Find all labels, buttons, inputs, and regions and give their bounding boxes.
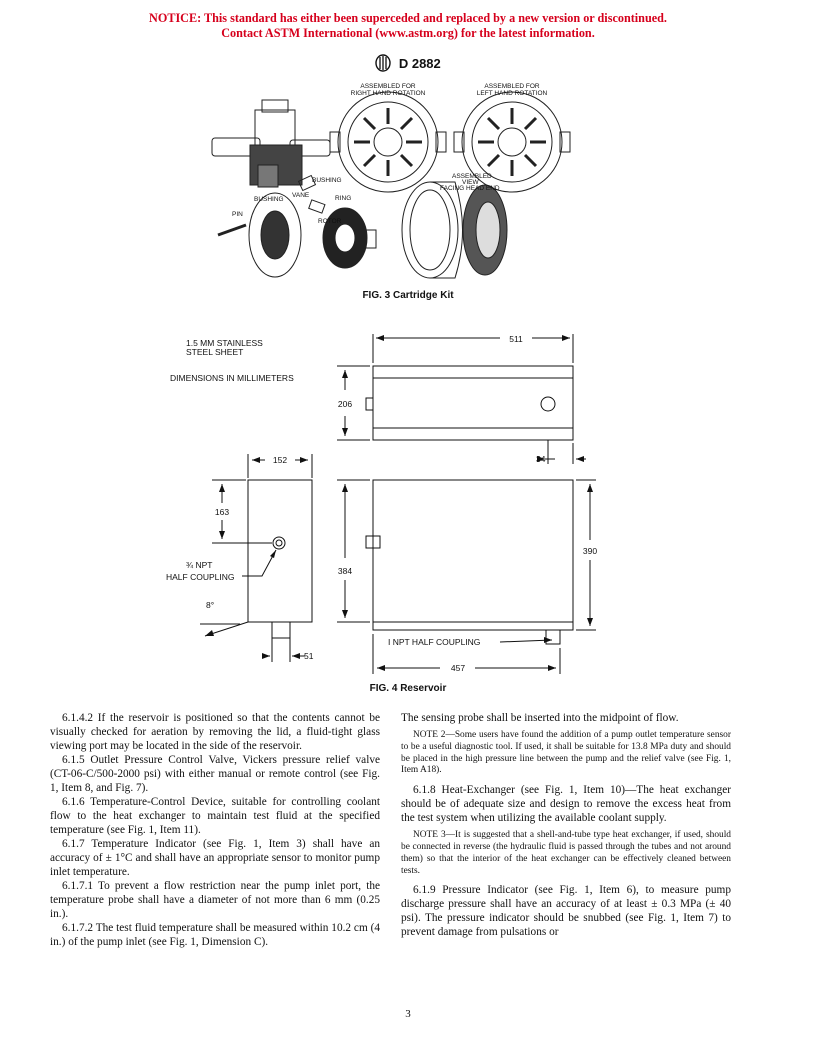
dim-34: 34 bbox=[536, 454, 546, 464]
dim-152: 152 bbox=[272, 455, 288, 465]
astm-logo-icon bbox=[375, 54, 391, 75]
dim-390: 390 bbox=[582, 546, 598, 556]
dim-384: 384 bbox=[337, 566, 353, 576]
para-6-1-4-2: 6.1.4.2 If the reservoir is positioned so that the contents cannot be visually checked for aeration by removing the lid, a fluid-tight glass viewing port may be located in the side of the reservoir. bbox=[50, 712, 380, 752]
para-6-1-5: 6.1.5 Outlet Pressure Control Valve, Vickers pressure relief valve (CT-06-C/500-2000 psi) with either manual or remote control (see Fig. 1, Item 8, and Fig. 7). bbox=[50, 754, 380, 794]
label-left-rotation-1: ASSEMBLED FOR bbox=[484, 83, 540, 90]
label-right-rotation-1: ASSEMBLED FOR bbox=[360, 83, 416, 90]
notice-banner bbox=[0, 11, 816, 41]
para-continuation: The sensing probe shall be inserted into the midpoint of flow. bbox=[401, 712, 679, 724]
label-assembled-view-3: FACING HEAD END bbox=[440, 185, 500, 192]
notice-line-2: Contact ASTM International (www.astm.org) for the latest information. bbox=[221, 26, 595, 40]
left-column bbox=[50, 711, 380, 949]
label-assembled-view-1: ASSEMBLED bbox=[452, 173, 492, 180]
label-npt34-2: HALF COUPLING bbox=[166, 572, 235, 582]
label-ring: RING bbox=[335, 195, 352, 202]
label-units: DIMENSIONS IN MILLIMETERS bbox=[170, 373, 294, 383]
dim-8-deg: 8° bbox=[206, 600, 215, 610]
para-6-1-6: 6.1.6 Temperature-Control Device, suitable for controlling coolant flow to the heat exchanger to maintain test fluid at the specified temperature (see Fig. 1, Item 11). bbox=[50, 796, 380, 836]
notice-line-1: NOTICE: This standard has either been superceded and replaced by a new version or discontinued. bbox=[149, 11, 667, 25]
label-left-rotation-2: LEFT HAND ROTATION bbox=[476, 90, 548, 97]
dim-457: 457 bbox=[450, 663, 466, 673]
dim-163: 163 bbox=[214, 507, 230, 517]
figure-3-caption: FIG. 3 Cartridge Kit bbox=[362, 290, 454, 301]
label-npt34-1: ¾ NPT bbox=[186, 560, 213, 570]
label-rotor: ROTOR bbox=[318, 218, 342, 225]
figure-4-reservoir bbox=[0, 318, 816, 678]
label-bushing-upper: BUSHING bbox=[312, 177, 342, 184]
para-6-1-8: 6.1.8 Heat-Exchanger (see Fig. 1, Item 10)—The heat exchanger should be of adequate size and design to remove the excess heat from the test system when utilizing the available coolant supply. bbox=[401, 784, 731, 825]
document-designation: D 2882 bbox=[398, 55, 441, 71]
para-6-1-9: 6.1.9 Pressure Indicator (see Fig. 1, Item 6), to measure pump discharge pressure shall have an accuracy of at least ± 0.3 MPa (± 40 psi). The pressure indicator should be snubbed (see Fig. 1, Item 7) to prevent damage from pulsations or bbox=[401, 884, 731, 939]
label-vane: VANE bbox=[292, 192, 310, 199]
label-npt1: I NPT HALF COUPLING bbox=[388, 637, 481, 647]
page-header bbox=[0, 54, 816, 75]
note-3: NOTE 3—It is suggested that a shell-and-tube type heat exchanger, if used, should be connected in reverse (the hydraulic fluid is passed through the tubes and not around them) so that the interior of the heat exchanger can be effectively cleaned between tests. bbox=[401, 830, 731, 876]
figure-4-caption: FIG. 4 Reservoir bbox=[369, 683, 447, 694]
label-material-1: 1.5 MM STAINLESS bbox=[186, 338, 263, 348]
figure-3-cartridge-kit bbox=[0, 80, 816, 290]
note-2: NOTE 2—Some users have found the addition of a pump outlet temperature sensor to be a useful diagnostic tool. If used, it shall be suitable for 13.8 MPa duty and should be placed in the high pressure line between the pump and the relief valve (see Fig. 1, Item A18). bbox=[401, 730, 731, 776]
label-assembled-view-2: VIEW bbox=[462, 179, 479, 186]
right-column bbox=[401, 711, 731, 939]
dim-51: 51 bbox=[304, 651, 314, 661]
label-pin: PIN bbox=[232, 211, 243, 218]
dim-511: 511 bbox=[509, 334, 523, 344]
dim-206: 206 bbox=[337, 399, 353, 409]
para-6-1-7-2: 6.1.7.2 The test fluid temperature shall be measured within 10.2 cm (4 in.) of the pump inlet (see Fig. 1, Dimension C). bbox=[50, 922, 380, 948]
label-right-rotation-2: RIGHT HAND ROTATION bbox=[350, 90, 426, 97]
page-number: 3 bbox=[405, 1008, 411, 1020]
label-material-2: STEEL SHEET bbox=[186, 347, 244, 357]
para-6-1-7: 6.1.7 Temperature Indicator (see Fig. 1, Item 3) shall have an accuracy of ± 1°C and shall have an appropriate sensor to monitor pump inlet temperature. bbox=[50, 838, 380, 878]
label-bushing-lower: BUSHING bbox=[254, 196, 284, 203]
para-6-1-7-1: 6.1.7.1 To prevent a flow restriction near the pump inlet port, the temperature probe shall have a diameter of not more than 6 mm (0.25 in.). bbox=[50, 880, 380, 920]
